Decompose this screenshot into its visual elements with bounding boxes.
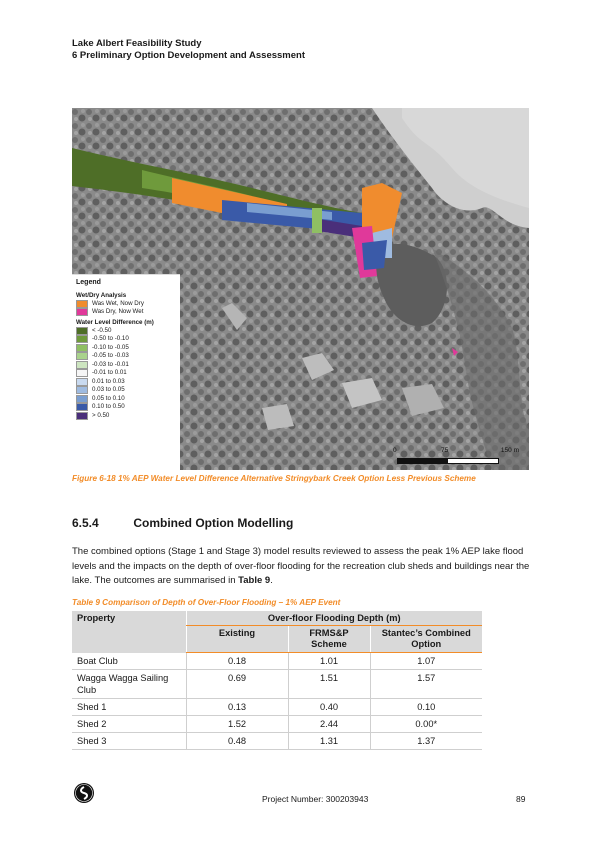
- table-row: [72, 670, 482, 699]
- cell-value: 0.48: [186, 733, 288, 750]
- column-header-property: Property: [72, 611, 186, 653]
- legend-swatch: [76, 352, 88, 360]
- cell-property: Shed 2: [72, 716, 186, 733]
- cell-value: 0.00*: [370, 716, 482, 733]
- legend-item: 0.10 to 0.50: [76, 403, 176, 412]
- column-header-stantec: Stantec’s Combined Option: [370, 626, 482, 653]
- scale-bar-graphic: [397, 458, 499, 464]
- legend-swatch: [76, 308, 88, 316]
- legend-wetdry-title: Wet/Dry Analysis: [76, 291, 127, 299]
- cell-value: 1.57: [370, 670, 482, 699]
- cell-property: Boat Club: [72, 653, 186, 670]
- table-row: [72, 653, 482, 670]
- scale-label-0: 0: [393, 447, 397, 454]
- cell-value: 0.40: [288, 699, 370, 716]
- legend-swatch: [76, 403, 88, 411]
- scale-label-75: 75: [441, 447, 449, 454]
- legend-swatch: [76, 335, 88, 343]
- header-section: 6 Preliminary Option Development and Assessment: [72, 50, 305, 61]
- cell-value: 1.01: [288, 653, 370, 670]
- legend-item: Was Wet, Now Dry: [76, 300, 176, 309]
- legend-item: > 0.50: [76, 411, 176, 420]
- section-number: 6.5.4: [72, 516, 99, 530]
- body-paragraph: The combined options (Stage 1 and Stage 3) model results reviewed to assess the peak 1% AEP lake flood levels and the impacts on the depth of over-floor flooding for the recreation club sheds and buildings near the lake. The outcomes are summarised in Table 9.: [72, 546, 530, 586]
- table-row: [72, 733, 482, 750]
- legend-swatch: [76, 412, 88, 420]
- legend-swatch: [76, 300, 88, 308]
- cell-property: Shed 1: [72, 699, 186, 716]
- legend-swatch: [76, 344, 88, 352]
- flooding-depth-table: [72, 611, 482, 750]
- legend-item: -0.10 to -0.05: [76, 343, 176, 352]
- flood-map-figure: [72, 108, 529, 470]
- legend-item: < -0.50: [76, 326, 176, 335]
- map-scale-bar: [393, 446, 519, 466]
- section-heading: [72, 516, 293, 530]
- cell-property: Wagga Wagga Sailing Club: [72, 670, 186, 699]
- legend-swatch: [76, 327, 88, 335]
- table-caption: Table 9 Comparison of Depth of Over-Floor Flooding – 1% AEP Event: [72, 598, 341, 607]
- cell-value: 1.52: [186, 716, 288, 733]
- cell-value: 0.18: [186, 653, 288, 670]
- legend-swatch: [76, 369, 88, 377]
- running-header: [72, 38, 305, 62]
- table-row: [72, 699, 482, 716]
- figure-caption: Figure 6-18 1% AEP Water Level Difference Alternative Stringybark Creek Option Less Previous Scheme: [72, 474, 476, 483]
- cell-property: Shed 3: [72, 733, 186, 750]
- legend-swatch: [76, 386, 88, 394]
- project-number: Project Number: 300203943: [262, 794, 369, 804]
- column-header-frmsp: FRMS&P Scheme: [288, 626, 370, 653]
- legend-item: 0.01 to 0.03: [76, 377, 176, 386]
- legend-swatch: [76, 361, 88, 369]
- cell-value: 1.31: [288, 733, 370, 750]
- legend-item: 0.05 to 0.10: [76, 394, 176, 403]
- table-row: [72, 716, 482, 733]
- legend-item: -0.50 to -0.10: [76, 335, 176, 344]
- page-number: 89: [516, 794, 526, 804]
- stantec-logo-icon: [74, 783, 94, 803]
- legend-item: Was Dry, Now Wet: [76, 308, 176, 317]
- legend-wld-title: Water Level Difference (m): [76, 318, 154, 326]
- cell-value: 0.13: [186, 699, 288, 716]
- cell-value: 2.44: [288, 716, 370, 733]
- scale-label-150: 150 m: [500, 447, 519, 454]
- cell-value: 0.10: [370, 699, 482, 716]
- legend-swatch: [76, 378, 88, 386]
- column-group-header: Over-floor Flooding Depth (m): [186, 611, 482, 626]
- column-header-existing: Existing: [186, 626, 288, 653]
- cell-value: 1.07: [370, 653, 482, 670]
- legend-item: 0.03 to 0.05: [76, 386, 176, 395]
- legend-title: Legend: [76, 279, 101, 286]
- legend-item: -0.03 to -0.01: [76, 360, 176, 369]
- map-legend: [72, 274, 180, 470]
- legend-item: -0.01 to 0.01: [76, 369, 176, 378]
- cell-value: 1.51: [288, 670, 370, 699]
- table-reference: Table 9: [238, 575, 271, 586]
- cell-value: 0.69: [186, 670, 288, 699]
- section-title: Combined Option Modelling: [133, 516, 294, 530]
- legend-item: -0.05 to -0.03: [76, 352, 176, 361]
- legend-swatch: [76, 395, 88, 403]
- header-title: Lake Albert Feasibility Study: [72, 38, 202, 49]
- cell-value: 1.37: [370, 733, 482, 750]
